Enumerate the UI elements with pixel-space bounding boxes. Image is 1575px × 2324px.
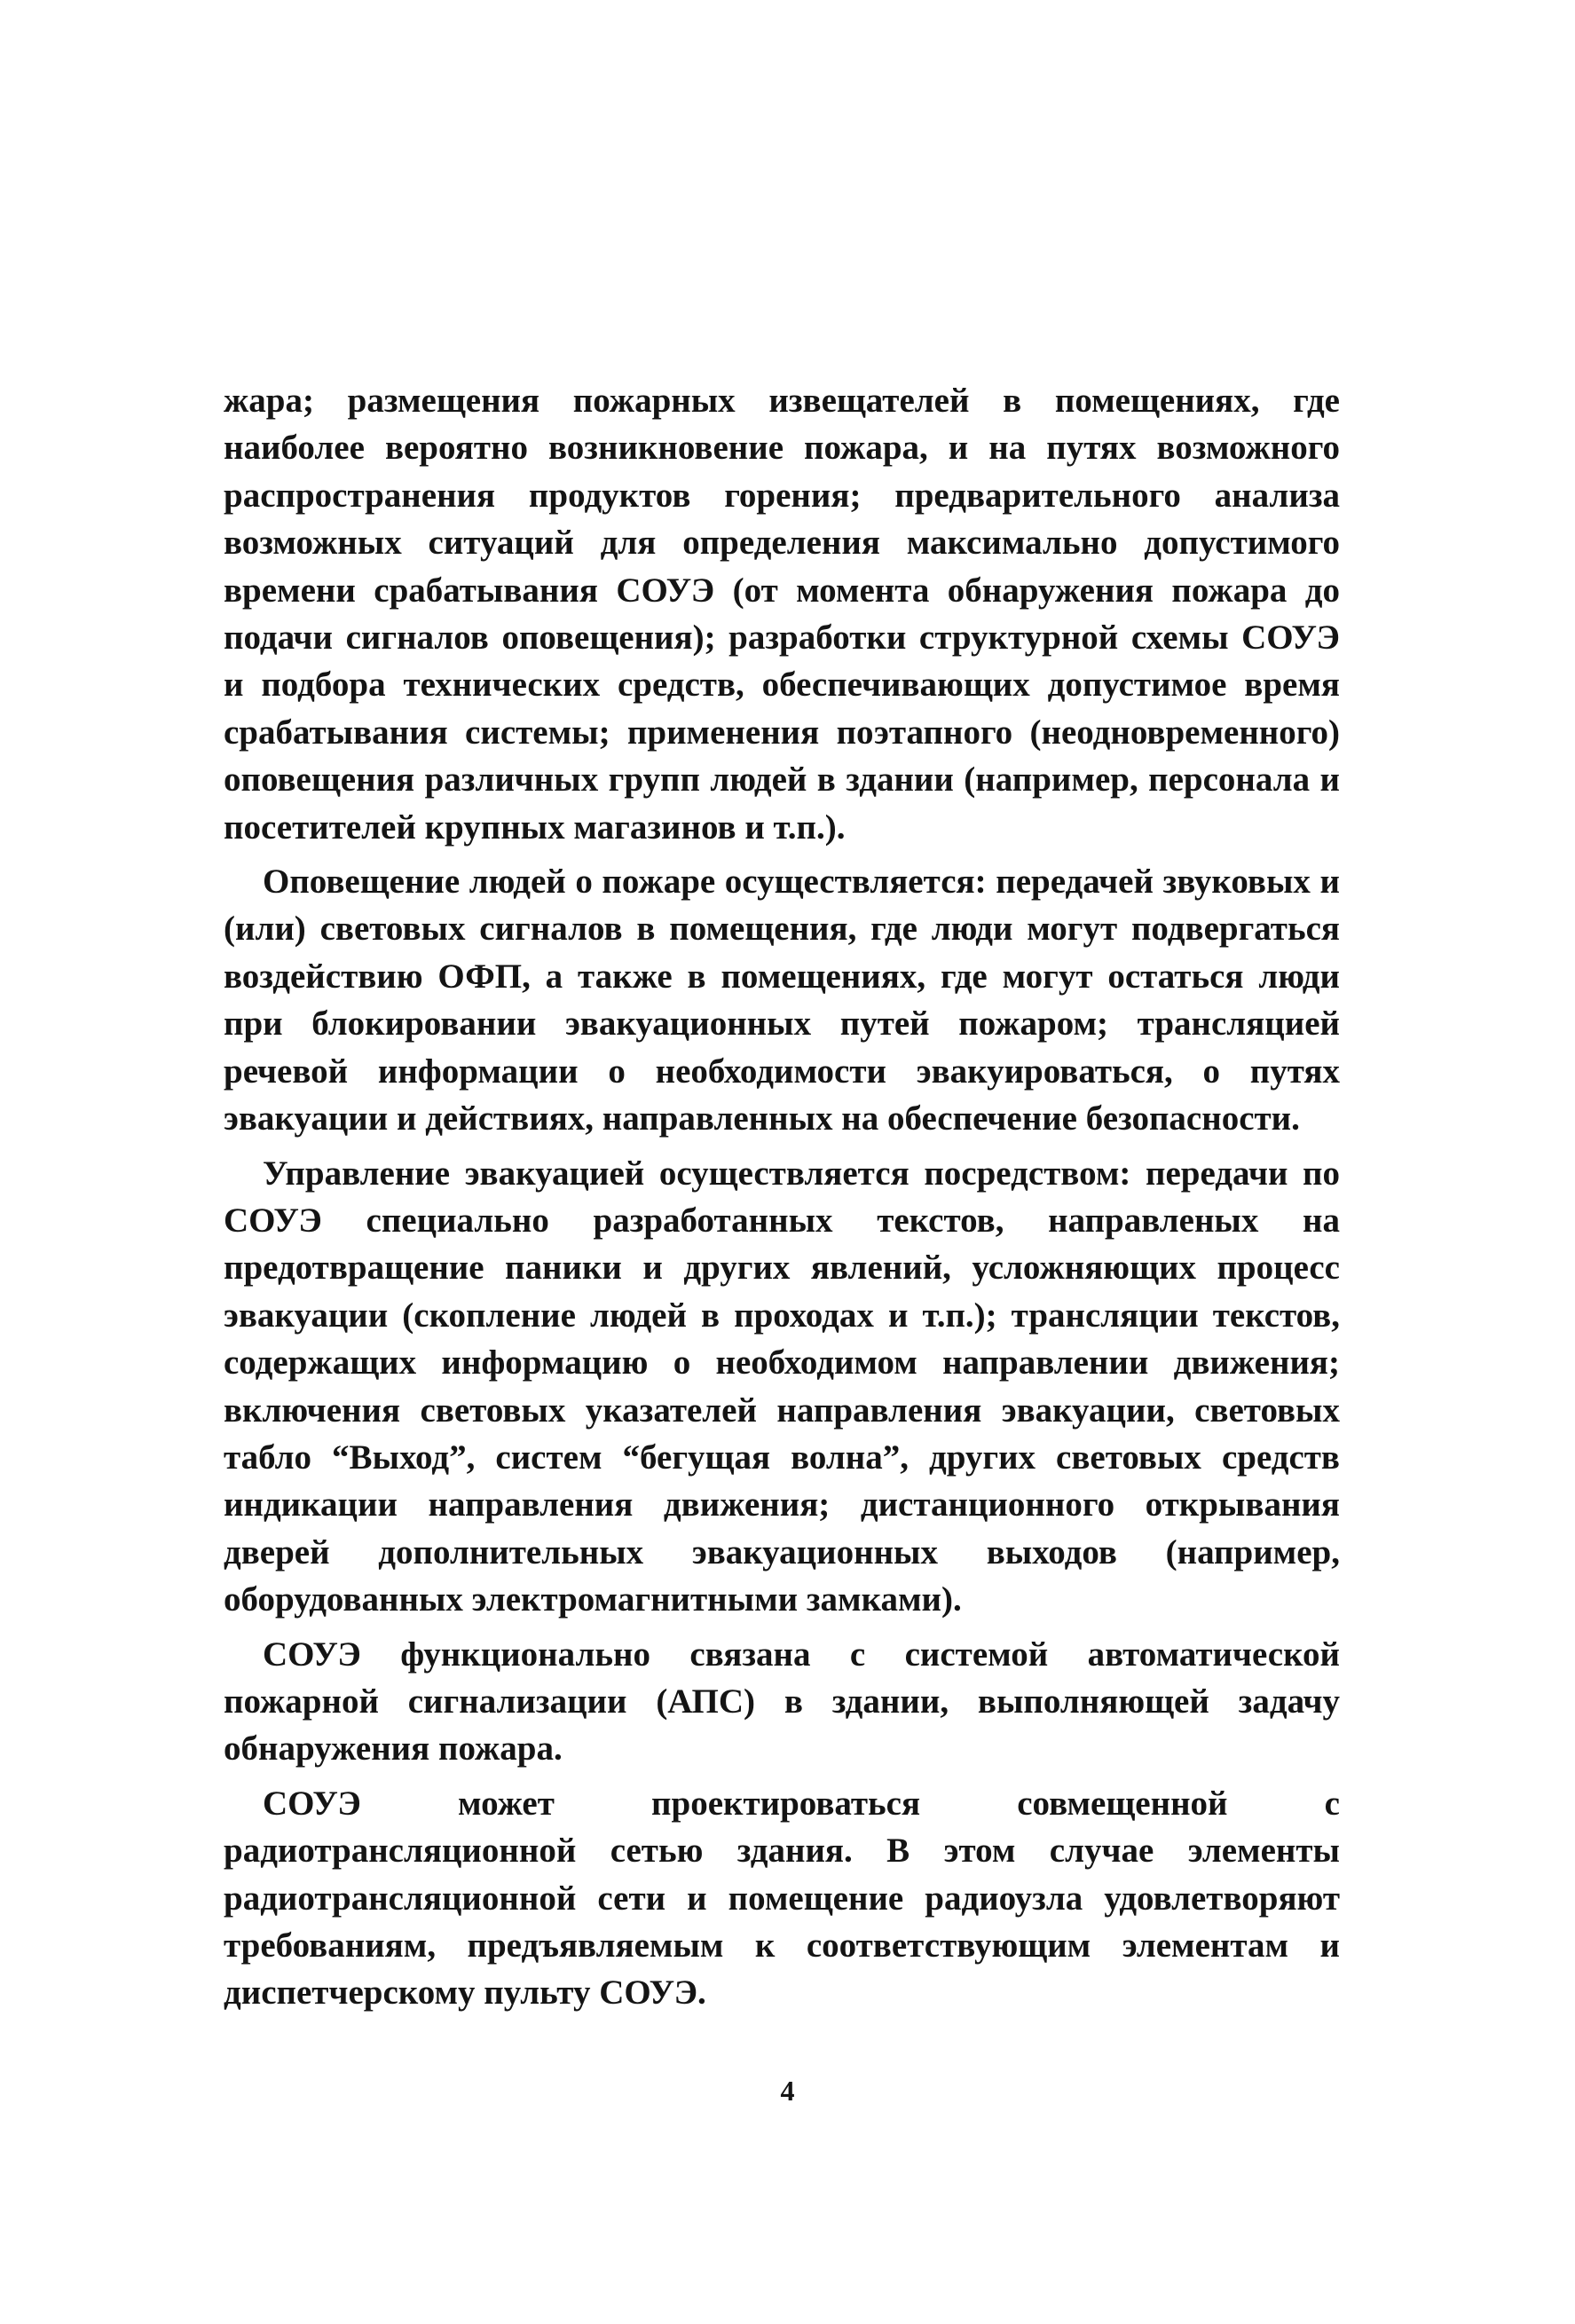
paragraph-notification: Оповещение людей о пожаре осуществляется: передачей звуковых и (или) световых сигналов в помещения, где люди могут подвергаться воздействию ОФП, а также в помещениях, где могут остаться люди при блокировании эвакуационных путей пожаром; трансляцией речевой информации о необходимости эвакуироваться, о путях эвакуации и действиях, направленных на обеспечение безопасности. [224, 863, 1340, 1138]
paragraph-aps-link: СОУЭ функционально связана с системой автоматической пожарной сигнализации (АПС) в здании, выполняющей задачу обнаружения пожара. [224, 1635, 1340, 1769]
paragraph-evacuation-control: Управление эвакуацией осуществляется посредством: передачи по СОУЭ специально разработанных текстов, направленых на предотвращение паники и других явлений, усложняющих процесс эвакуации (скопление людей в проходах и т.п.); трансляции текстов, содержащих информацию о необходимом направлении движения; включения световых указателей направления эвакуации, световых табло “Выход”, систем “бегущая волна”, других световых средств индикации направления движения; дистанционного открывания дверей дополнительных эвакуационных выходов (например, оборудованных электромагнитными замками). [224, 1154, 1340, 1619]
body-text [224, 377, 1340, 2017]
page-number: 4 [780, 2075, 795, 2107]
paragraph-radio-network: СОУЭ может проектироваться совмещенной с радиотрансляционной сетью здания. В этом случае элементы радиотрансляционной сети и помещение радиоузла удовлетворяют требованиям, предъявляемым к соответствующим элементам и диспетчерскому пульту СОУЭ. [224, 1784, 1340, 2013]
paragraph-continuation: жара; размещения пожарных извещателей в помещениях, где наиболее вероятно возникновение пожара, и на путях возможного распространения продуктов горения; предварительного анализа возможных ситуаций для определения максимально допустимого времени срабатывания СОУЭ (от момента обнаружения пожара до подачи сигналов оповещения); разработки структурной схемы СОУЭ и подбора технических средств, обеспечивающих допустимое время срабатывания системы; применения поэтапного (неодновременного) оповещения различных групп людей в здании (например, персонала и посетителей крупных магазинов и т.п.). [224, 382, 1340, 847]
